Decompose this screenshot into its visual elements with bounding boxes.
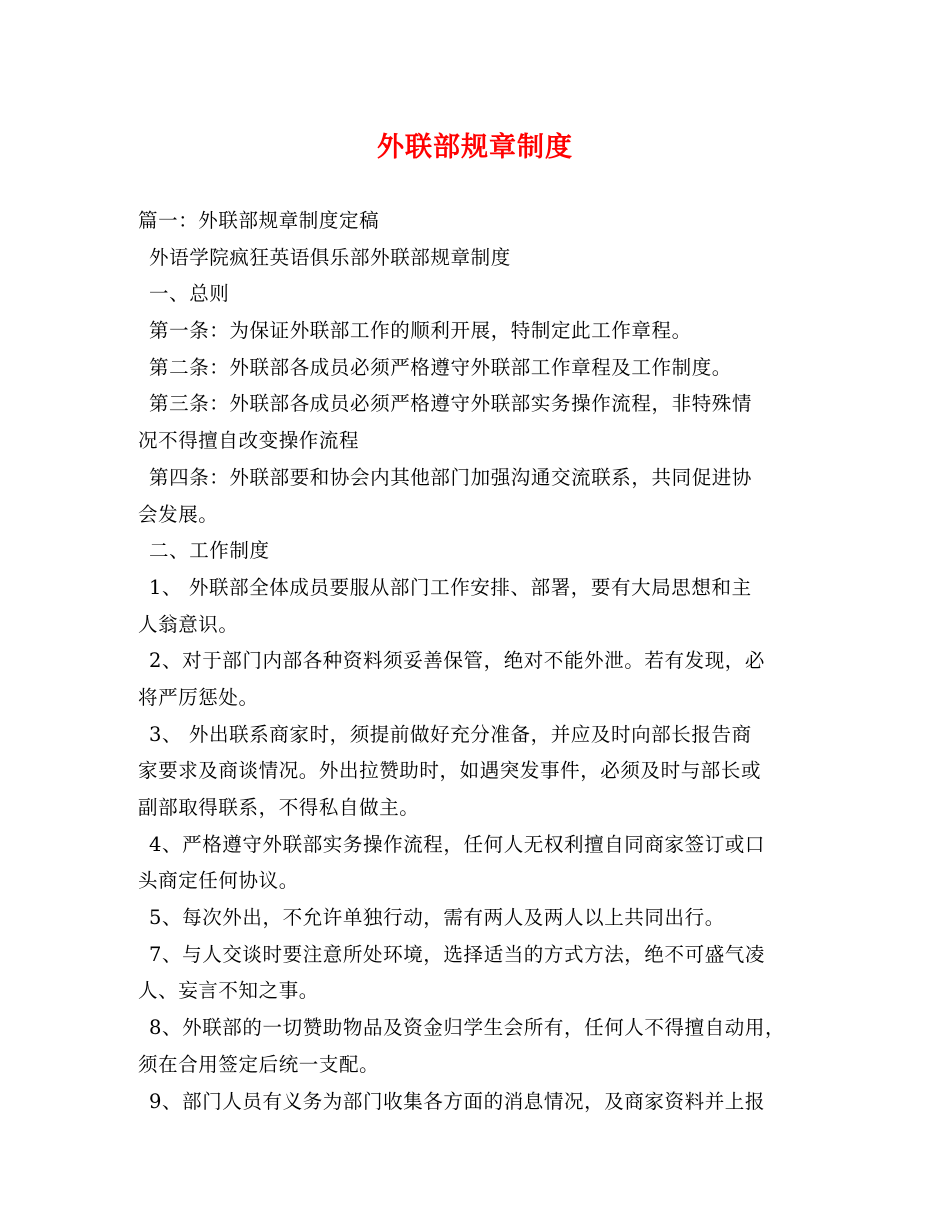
section-heading: 篇一：外联部规章制度定稿 (138, 209, 380, 232)
rule-line: 1、 外联部全体成员要服从部门工作安排、部署，要有大局思想和主 (149, 575, 752, 599)
article-line: 第一条：为保证外联部工作的顺利开展，特制定此工作章程。 (149, 319, 692, 343)
article-line: 第四条：外联部要和协会内其他部门加强沟通交流联系，共同促进协 (149, 465, 753, 489)
document-subtitle: 外语学院疯狂英语俱乐部外联部规章制度 (149, 245, 511, 269)
rule-line: 9、部门人员有义务为部门收集各方面的消息情况，及商家资料并上报 (149, 1089, 766, 1113)
rule-continuation: 人、妄言不知之事。 (138, 979, 319, 1003)
article-continuation: 况不得擅自改变操作流程 (138, 429, 360, 453)
rule-continuation: 家要求及商谈情况。外出拉赞助时，如遇突发事件，必须及时与部长或 (138, 759, 762, 783)
rule-line: 5、每次外出，不允许单独行动，需有两人及两人以上共同出行。 (149, 906, 725, 930)
rule-line: 3、 外出联系商家时，须提前做好充分准备，并应及时向部长报告商 (149, 722, 752, 746)
rule-line: 2、对于部门内部各种资料须妥善保管，绝对不能外泄。若有发现，必 (149, 649, 766, 673)
article-continuation: 会发展。 (138, 502, 219, 526)
rule-line: 4、严格遵守外联部实务操作流程，任何人无权利擅自同商家签订或口 (149, 832, 766, 856)
chapter-heading: 一、总则 (149, 282, 230, 306)
rule-continuation: 人翁意识。 (138, 612, 239, 636)
rule-continuation: 将严厉惩处。 (138, 685, 259, 709)
rule-continuation: 须在合用签定后统一支配。 (138, 1052, 380, 1076)
rule-continuation: 头商定任何协议。 (138, 869, 299, 893)
chapter-heading: 二、工作制度 (149, 539, 270, 563)
rule-line: 7、与人交谈时要注意所处环境，选择适当的方式方法，绝不可盛气凌 (149, 942, 766, 966)
rule-continuation: 副部取得联系，不得私自做主。 (138, 796, 420, 819)
rule-line: 8、外联部的一切赞助物品及资金归学生会所有，任何人不得擅自动用， (149, 1016, 786, 1040)
document-title: 外联部规章制度 (377, 132, 573, 163)
article-line: 第三条：外联部各成员必须严格遵守外联部实务操作流程，非特殊情 (149, 392, 753, 416)
document-body (138, 203, 818, 1120)
article-line: 第二条：外联部各成员必须严格遵守外联部工作章程及工作制度。 (149, 355, 732, 379)
